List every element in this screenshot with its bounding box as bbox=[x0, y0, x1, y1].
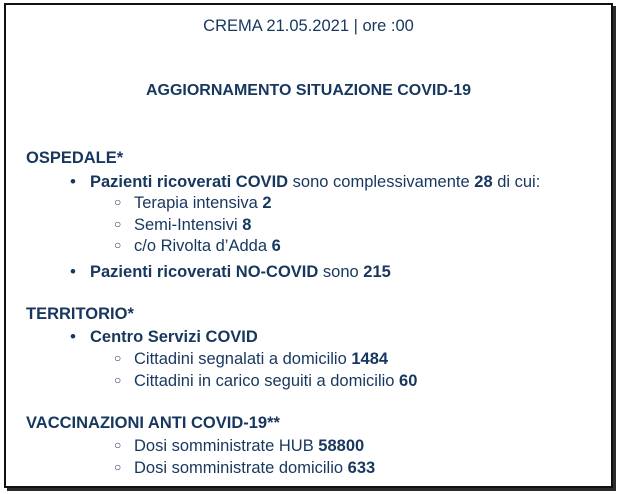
list-item-dosi-hub: ○Dosi somministrate HUB 58800 bbox=[114, 437, 364, 456]
circle-bullet-icon bbox=[114, 437, 134, 456]
document-frame bbox=[4, 3, 613, 488]
list-item-dosi-domicilio: ○Dosi somministrate domicilio 633 bbox=[114, 459, 375, 478]
section-ospedale: OSPEDALE* bbox=[26, 149, 124, 167]
circle-bullet-icon bbox=[114, 350, 134, 369]
circle-bullet-icon bbox=[114, 216, 134, 235]
section-territorio: TERRITORIO* bbox=[26, 305, 134, 323]
list-item-covid-patients: •Pazienti ricoverati COVID sono complessivamente 28 di cui: bbox=[70, 172, 540, 192]
report-title: AGGIORNAMENTO SITUAZIONE COVID-19 bbox=[145, 82, 472, 99]
list-item-semi-intensivi: ○Semi-Intensivi 8 bbox=[114, 216, 251, 235]
bullet-icon bbox=[70, 262, 90, 282]
list-item-rivolta-adda: ○c/o Rivolta d’Adda 6 bbox=[114, 237, 281, 256]
section-vaccinazioni: VACCINAZIONI ANTI COVID-19** bbox=[26, 414, 280, 432]
circle-bullet-icon bbox=[114, 194, 134, 213]
circle-bullet-icon bbox=[114, 372, 134, 391]
list-item-terapia-intensiva: ○Terapia intensiva 2 bbox=[114, 194, 272, 213]
circle-bullet-icon bbox=[114, 237, 134, 256]
circle-bullet-icon bbox=[114, 459, 134, 478]
list-item-noncovid-patients: •Pazienti ricoverati NO-COVID sono 215 bbox=[70, 262, 391, 282]
list-item-centro-servizi: •Centro Servizi COVID bbox=[70, 327, 258, 347]
report-date: CREMA 21.05.2021 | ore :00 bbox=[203, 17, 414, 35]
bullet-icon bbox=[70, 327, 90, 347]
list-item-segnalati: ○Cittadini segnalati a domicilio 1484 bbox=[114, 350, 388, 369]
bullet-icon bbox=[70, 172, 90, 192]
list-item-in-carico: ○Cittadini in carico seguiti a domicilio 60 bbox=[114, 372, 417, 391]
